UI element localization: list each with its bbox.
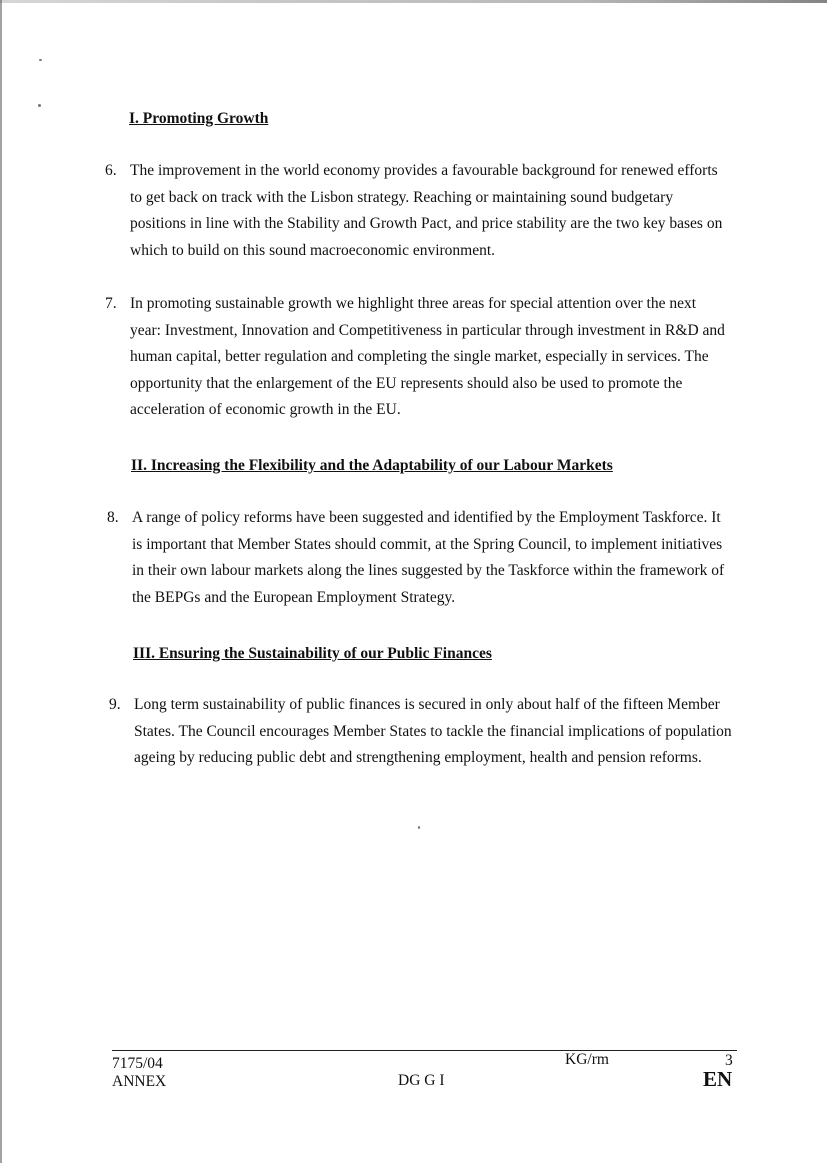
- footer-doc-number: 7175/04: [112, 1055, 163, 1072]
- paragraph-text: The improvement in the world economy provides a favourable background for renewed efforts to get back on track with the Lisbon strategy. Reaching or maintaining sound budgetary positions in line with the Stability and Growth Pact, and price stability are the two key bases on which to build on this sound macroeconomic environment.: [130, 162, 723, 259]
- paragraph-9: [109, 692, 734, 772]
- footer-initials: KG/rm: [565, 1051, 609, 1068]
- paragraph-7: [105, 291, 728, 424]
- paragraph-number: 6.: [105, 162, 117, 179]
- paragraph-number: 7.: [105, 295, 117, 312]
- scan-speck: [38, 104, 41, 107]
- footer-divider: [112, 1050, 737, 1051]
- footer-dg: DG G I: [398, 1072, 445, 1089]
- scan-edge-top: [0, 0, 827, 3]
- paragraph-8: [107, 505, 730, 611]
- paragraph-text: In promoting sustainable growth we highlight three areas for special attention over the next year: Investment, Innovation and Competitiveness in particular through investment in R&D and human capital, better regulation and completing the single market, especially in services. The opportunity that the enlargement of the EU represents should also be used to promote the acceleration of economic growth in the EU.: [130, 295, 725, 419]
- footer-language: EN: [703, 1067, 733, 1091]
- footer-annex: ANNEX: [112, 1073, 167, 1090]
- paragraph-text: A range of policy reforms have been suggested and identified by the Employment Taskforce. It is important that Member States should commit, at the Spring Council, to implement initiatives in their own labour markets along the lines suggested by the Taskforce within the framework of the BEPGs and the European Employment Strategy.: [132, 509, 725, 606]
- scan-speck: [418, 826, 420, 829]
- section-heading-public-finances: III. Ensuring the Sustainability of our Public Finances: [133, 645, 492, 662]
- scan-edge-left: [0, 0, 2, 1163]
- scan-speck: [39, 59, 42, 61]
- section-heading-labour-markets: II. Increasing the Flexibility and the Adaptability of our Labour Markets: [131, 457, 613, 474]
- footer-page-number: 3: [725, 1052, 733, 1069]
- paragraph-number: 9.: [109, 696, 121, 713]
- section-heading-promoting-growth: I. Promoting Growth: [129, 110, 269, 127]
- paragraph-number: 8.: [107, 509, 119, 526]
- paragraph-text: Long term sustainability of public finances is secured in only about half of the fifteen Member States. The Council encourages Member States to tackle the financial implications of population ageing by reducing public debt and strengthening employment, health and pension reforms.: [134, 696, 732, 767]
- paragraph-6: [105, 158, 730, 264]
